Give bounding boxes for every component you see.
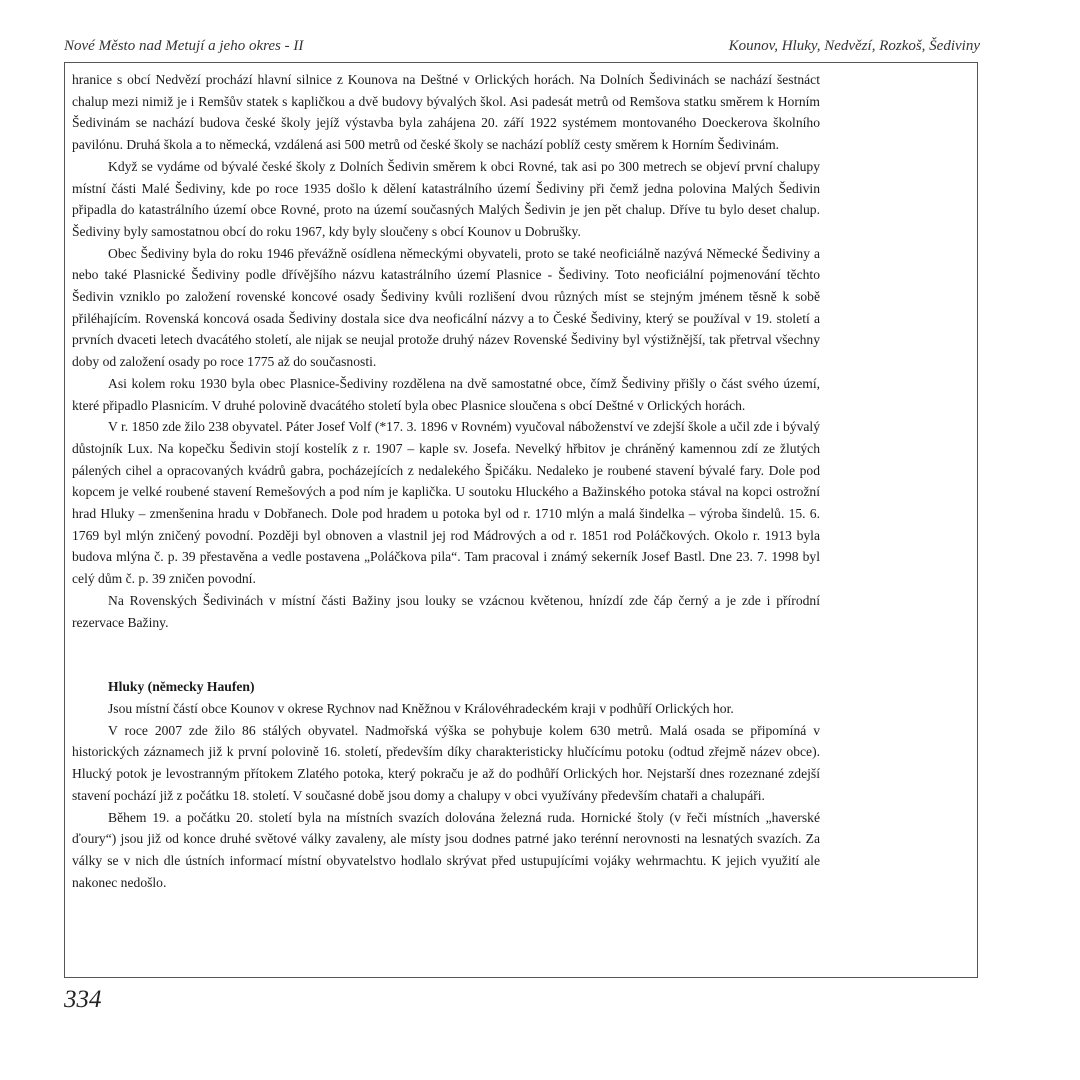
section-spacer bbox=[72, 633, 820, 676]
section-heading: Hluky (německy Haufen) bbox=[108, 679, 255, 695]
paragraph: Na Rovenských Šedivinách v místní části Bažiny jsou louky se vzácnou květenou, hnízdí zde čáp černý a je zde i přírodní rezervace Bažiny. bbox=[72, 592, 820, 630]
paragraph: Asi kolem roku 1930 byla obec Plasnice-Šediviny rozdělena na dvě samostatné obce, čímž Šediviny přišly o část svého území, které připadlo Plasnicím. V druhé polovině dvacátého století byla obec Plasnice sloučena s obcí Deštné v Orlických horách. bbox=[72, 375, 820, 413]
paragraph: V roce 2007 zde žilo 86 stálých obyvatel. Nadmořská výška se pohybuje kolem 630 metrů. Malá osada se připomíná v historických záznamech již k první polovině 16. století, především díky charakteristicky hlučícímu potoku (odtud zřejmě název obce). Hlucký potok je levostranným přítokem Zlatého potoka, který pokraču je až do podhůří Orlických hor. Nejstarší dnes rozeznané zdejší stavení pochází již z počátku 18. století. V současné době jsou domy a chalupy v obci využívány především chataři a chalupáři. bbox=[72, 722, 820, 803]
paragraph: hranice s obcí Nedvězí prochází hlavní silnice z Kounova na Deštné v Orlických horách. Na Dolních Šedivinách se nachází šestnáct chalup mezi nimiž je i Remšův statek s kapličkou a dvě budovy bývalých škol. Asi padesát metrů od Remšova statku směrem k Horním Šedivinám se nachází budova české školy jejíž výstavba byla zahájena 20. září 1922 systémem montovaného Doeckerova školního pavilónu. Druhá škola a to německá, vzdálená asi 500 metrů od české školy se nachází poblíž cesty směrem k Horním Šedivinám. bbox=[72, 72, 820, 153]
page-number: 334 bbox=[64, 986, 102, 1013]
header-chapter-title: Kounov, Hluky, Nedvězí, Rozkoš, Šediviny bbox=[728, 38, 980, 54]
paragraph: Obec Šediviny byla do roku 1946 převážně osídlena německými obyvateli, proto se také neoficiálně nazývá Německé Šediviny a nebo také Plasnické Šediviny podle dřívějšího názvu katastrálního území Plasnice - Šediviny. Toto neoficiální pojmenování těchto Šedivin vzniklo po založení rovenské koncové osady Šediviny kvůli rozlišení dvou různých míst se stejným jménem těsně k sobě přiléhajícím. Rovenská koncová osada Šediviny dostala sice dva neoficální názvy a to České Šediviny, který se používal v 19. století a prvních dvaceti letech dvacátého století, ale nijak se neujal protože druhý název Rovenské Šediviny byl výstižnější, tak přetrval všechny doby od založení osady po roce 1775 až do současnosti. bbox=[72, 245, 820, 370]
paragraph: Během 19. a počátku 20. století byla na místních svazích dolována železná ruda. Hornické štoly (v řeči místních „haverské ďoury“) jsou již od konce druhé světové války zavaleny, ale místy jsou dodnes patrné jako terénní nerovnosti na lesnatých svazích. Za války se v nich dle ústních informací místní obyvatelstvo hodlalo skrývat před ustupujícími vojáky wehrmachtu. K jejich využití ale nakonec nedošlo. bbox=[72, 809, 820, 890]
paragraph: V r. 1850 zde žilo 238 obyvatel. Páter Josef Volf (*17. 3. 1896 v Rovném) vyučoval náboženství ve zdejší škole a učil zde i bývalý důstojník Lux. Na kopečku Šedivin stojí kostelík z r. 1907 – kaple sv. Josefa. Nevelký hřbitov je chráněný kamennou zdí ze žlutých pálených cihel a opracovaných kvádrů gabra, pocházejících z nedalekého Špičáku. Nedaleko je roubené stavení bývalé fary. Dole pod kopcem je velké roubené stavení Remešových a pod ním je kaplička. U soutoku Hluckého a Bažinského potoka stával na kopci ostrožní hrad Hluky – zmenšenina hradu v Dobřanech. Dole pod hradem u potoka byl od r. 1710 mlýn a malá šindelka – výroba šindelů. 15. 6. 1769 byl mlýn zničený povodní. Později byl obnoven a vlastnil jej rod Mádrových a od r. 1851 rod Poláčkových. Okolo r. 1913 byla budova mlýna č. p. 39 přestavěna a vedle postavena „Poláčkova pila“. Tam pracoval i známý sekerník Josef Bastl. Dne 23. 7. 1998 byl celý dům č. p. 39 zničen povodní. bbox=[72, 419, 820, 587]
running-header bbox=[64, 38, 980, 60]
paragraph: Jsou místní částí obce Kounov v okrese Rychnov nad Kněžnou v Královéhradeckém kraji v podhůří Orlických hor. bbox=[108, 700, 734, 716]
main-text bbox=[72, 69, 820, 893]
paragraph: Když se vydáme od bývalé české školy z Dolních Šedivin směrem k obci Rovné, tak asi po 300 metrech se objeví první chalupy místní části Malé Šediviny, kde po roce 1935 došlo k dělení katastrálního území Šediviny při čemž jedna polovina Malých Šedivin připadla do katastrálního území obce Rovné, proto na území současných Malých Šedivin je jen pět chalup. Dříve tu bylo deset chalup. Šediviny byly samostatnou obcí do roku 1967, kdy byly sloučeny s obcí Kounov u Dobrušky. bbox=[72, 158, 820, 239]
header-book-title: Nové Město nad Metují a jeho okres - II bbox=[64, 38, 304, 54]
